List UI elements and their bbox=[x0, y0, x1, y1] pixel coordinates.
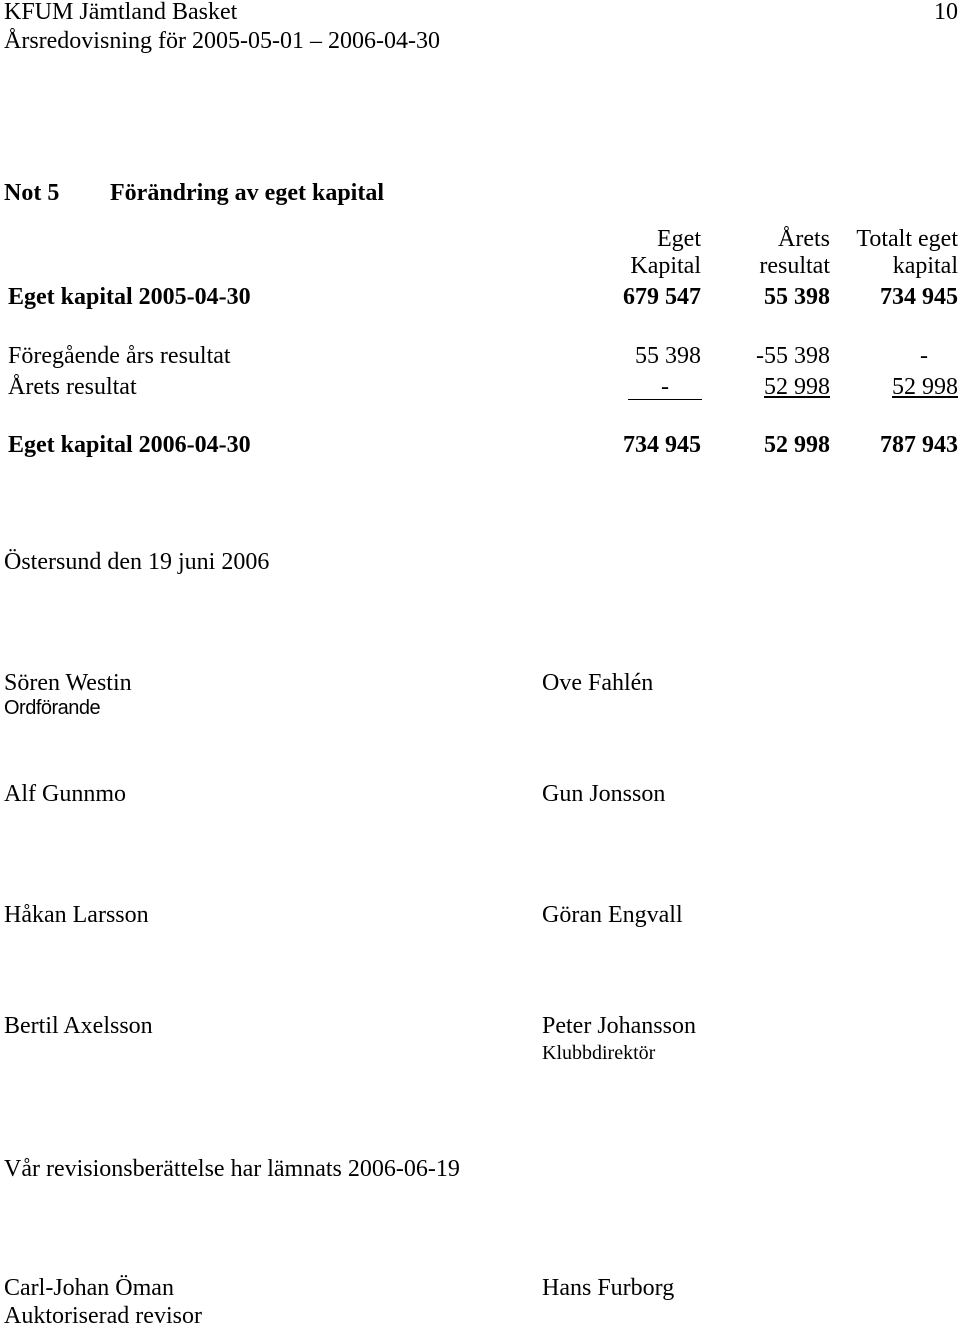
signature-name: Gun Jonsson bbox=[542, 781, 666, 807]
signature-name: Göran Engvall bbox=[542, 902, 683, 928]
signature-name: Peter Johansson bbox=[542, 1013, 696, 1039]
signature-name: Ove Fahlén bbox=[542, 670, 654, 696]
col-header-totalt-line2: kapital bbox=[892, 253, 958, 279]
cell-previous-eget-kapital: 55 398 bbox=[635, 343, 701, 369]
auditor-name: Hans Furborg bbox=[542, 1275, 675, 1301]
row-label-year-result: Årets resultat bbox=[8, 374, 137, 400]
cell-closing-arets-resultat: 52 998 bbox=[764, 432, 830, 458]
col-header-arets-resultat-line1: Årets bbox=[778, 226, 830, 252]
col-header-eget-kapital-line1: Eget bbox=[657, 226, 701, 252]
place-and-date: Östersund den 19 juni 2006 bbox=[4, 549, 270, 575]
audit-statement: Vår revisionsberättelse har lämnats 2006-06-19 bbox=[4, 1156, 460, 1182]
note-title: Förändring av eget kapital bbox=[110, 180, 384, 206]
row-label-opening-equity: Eget kapital 2005-04-30 bbox=[8, 284, 251, 310]
cell-year-totalt: 52 998 bbox=[892, 374, 958, 400]
cell-opening-eget-kapital: 679 547 bbox=[623, 284, 701, 310]
cell-year-arets-resultat: 52 998 bbox=[764, 374, 830, 400]
row-label-previous-result: Föregående års resultat bbox=[8, 343, 231, 369]
signature-name: Håkan Larsson bbox=[4, 902, 149, 928]
cell-year-eget-kapital bbox=[628, 375, 702, 400]
signature-name: Sören Westin bbox=[4, 670, 132, 696]
col-header-eget-kapital-line2: Kapital bbox=[630, 253, 701, 279]
col-header-totalt-line1: Totalt eget bbox=[856, 226, 958, 252]
signature-name: Alf Gunnmo bbox=[4, 781, 126, 807]
auditor-name: Carl-Johan Öman bbox=[4, 1275, 174, 1301]
cell-closing-eget-kapital: 734 945 bbox=[623, 432, 701, 458]
auditor-role: Auktoriserad revisor bbox=[4, 1303, 202, 1329]
cell-opening-arets-resultat: 55 398 bbox=[764, 284, 830, 310]
cell-closing-totalt: 787 943 bbox=[880, 432, 958, 458]
cell-opening-totalt: 734 945 bbox=[880, 284, 958, 310]
cell-previous-totalt: - bbox=[920, 343, 928, 369]
signature-name: Bertil Axelsson bbox=[4, 1013, 153, 1039]
organization-name: KFUM Jämtland Basket bbox=[4, 0, 238, 25]
cell-previous-arets-resultat: -55 398 bbox=[756, 343, 830, 369]
cell-year-eget-kapital-value: - bbox=[661, 374, 669, 400]
signature-role: Ordförande bbox=[4, 697, 101, 719]
row-label-closing-equity: Eget kapital 2006-04-30 bbox=[8, 432, 251, 458]
signature-role: Klubbdirektör bbox=[542, 1042, 656, 1064]
page-number: 10 bbox=[934, 0, 958, 25]
col-header-arets-resultat-line2: resultat bbox=[759, 253, 830, 279]
report-subtitle: Årsredovisning för 2005-05-01 – 2006-04-30 bbox=[4, 28, 440, 54]
note-number: Not 5 bbox=[4, 180, 60, 206]
